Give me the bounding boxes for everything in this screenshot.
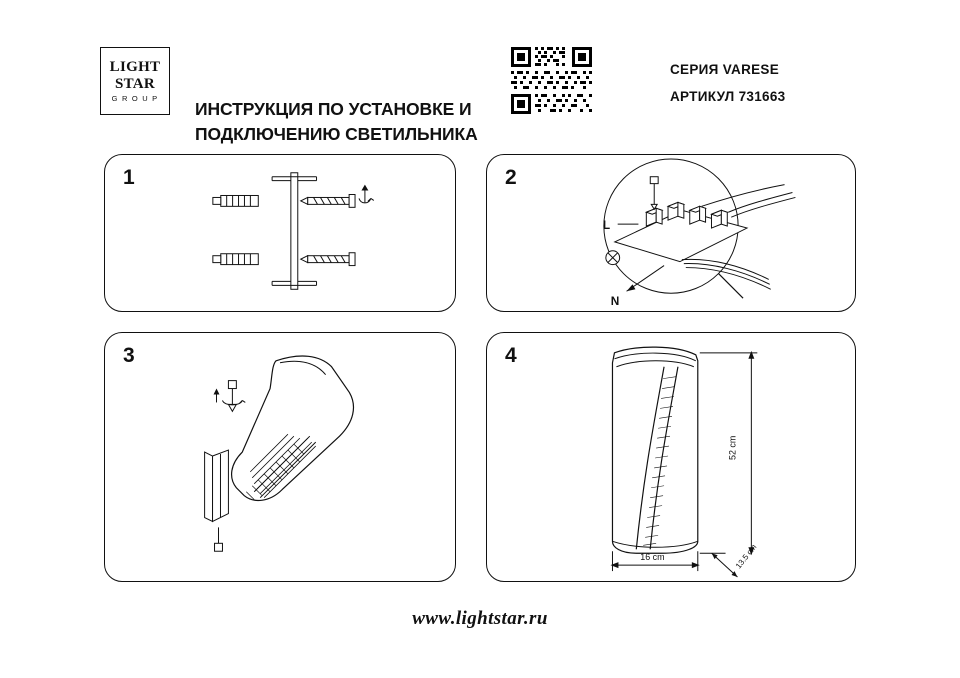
step-panel-4: [486, 332, 856, 582]
step-panel-2: [486, 154, 856, 312]
article-label: АРТИКУЛ 731663: [670, 88, 786, 104]
step-number-3: 3: [123, 344, 135, 367]
document-header: [100, 45, 860, 145]
step-2-illustration: [487, 155, 855, 311]
logo-text-group: G R O U P: [111, 93, 159, 103]
step-4-label-depth: 13.5 cm: [733, 542, 759, 571]
step-panel-1: [104, 154, 456, 312]
step-1-illustration: [105, 155, 455, 311]
website-url[interactable]: www.lightstar.ru: [412, 608, 548, 629]
step-2-label-N: N: [610, 294, 620, 309]
page-title-line-1: ИНСТРУКЦИЯ ПО УСТАНОВКЕ И: [195, 99, 472, 119]
product-meta: [670, 63, 900, 105]
step-number-4: 4: [505, 344, 517, 367]
document-footer: [0, 608, 960, 630]
step-2-label-L: L: [602, 218, 611, 233]
step-4-label-width: 16 cm: [640, 552, 665, 563]
step-4-label-height: 52 cm: [727, 435, 738, 460]
step-3-illustration: [105, 333, 455, 581]
logo-text-light: LIGHT: [109, 58, 161, 75]
qr-code-icon: [508, 45, 596, 117]
page-title: [195, 97, 505, 148]
step-panel-3: [104, 332, 456, 582]
page-title-line-2: ПОДКЛЮЧЕНИЮ СВЕТИЛЬНИКА: [195, 124, 478, 145]
step-number-2: 2: [505, 166, 517, 189]
logo-text-star: STAR: [114, 75, 156, 92]
lightstar-logo: [100, 47, 170, 115]
step-number-1: 1: [123, 166, 135, 189]
step-4-illustration: [487, 333, 855, 581]
series-label: СЕРИЯ VARESE: [670, 62, 780, 77]
